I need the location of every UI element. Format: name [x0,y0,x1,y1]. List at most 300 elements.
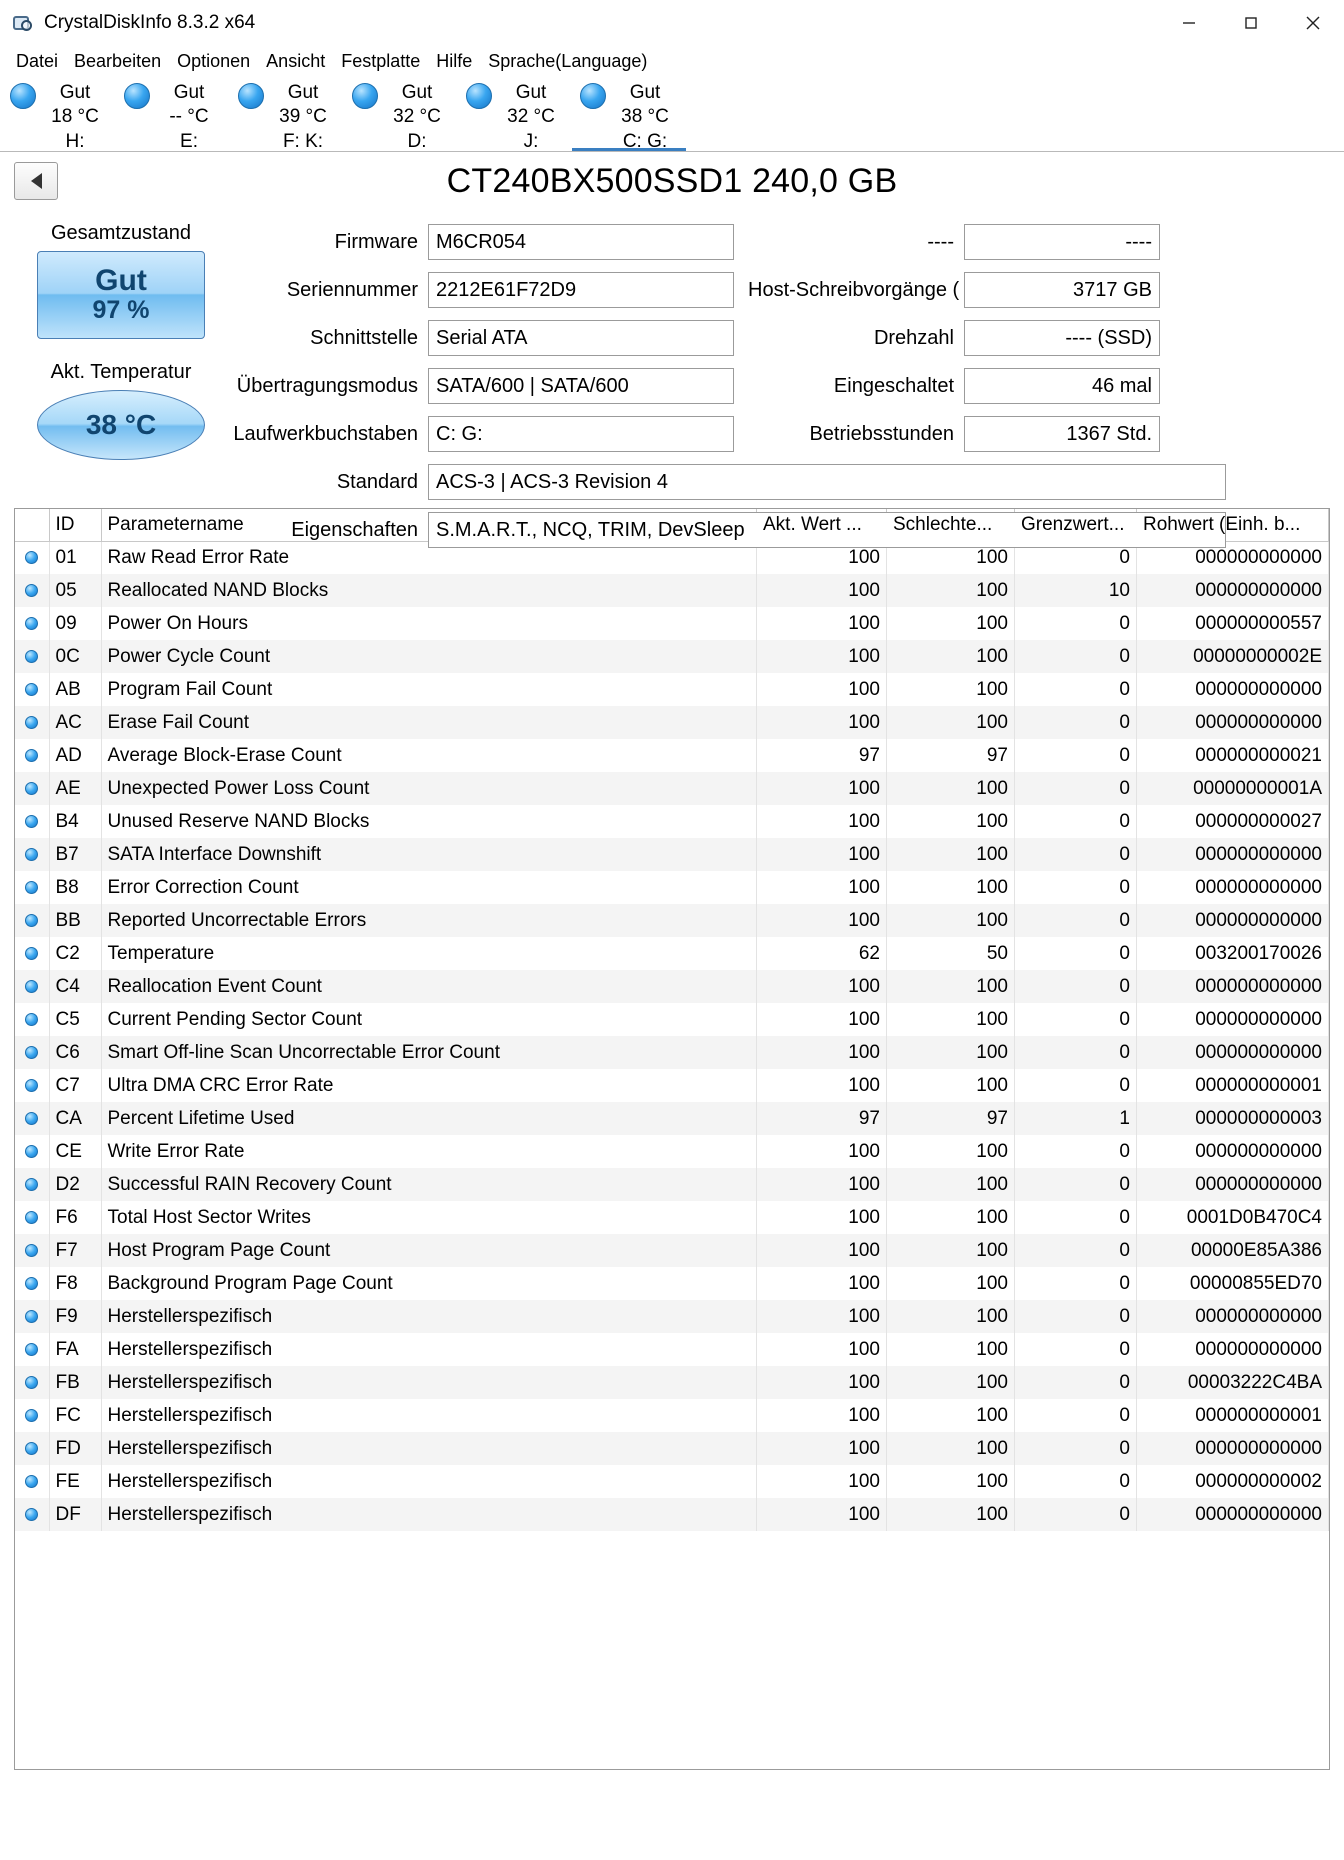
table-row[interactable] [15,574,1329,607]
crystaldiskinfo-icon [12,12,34,34]
cell-raw: 0001D0B470C4 [1137,1201,1329,1234]
cell-worst: 100 [887,1234,1015,1267]
row-status-cell [15,871,49,904]
attribute-status-led-icon [25,1475,38,1488]
cell-id: AD [49,739,101,772]
cell-parameter: Herstellerspezifisch [101,1366,757,1399]
cell-parameter: Ultra DMA CRC Error Rate [101,1069,757,1102]
cell-raw: 000000000000 [1137,970,1329,1003]
column-header-raw[interactable]: Rohwert (Einh. b... [1137,509,1329,541]
cell-current: 100 [757,805,887,838]
cell-id: 09 [49,607,101,640]
table-row[interactable] [15,1432,1329,1465]
cell-id: FC [49,1399,101,1432]
table-row[interactable] [15,1201,1329,1234]
attribute-status-led-icon [25,848,38,861]
table-row[interactable] [15,739,1329,772]
drive-tab-fk[interactable] [230,76,344,151]
cell-current: 100 [757,1234,887,1267]
cell-id: CA [49,1102,101,1135]
row-serial [228,270,1330,310]
cell-threshold: 0 [1015,739,1137,772]
row-status-cell [15,739,49,772]
cell-raw: 000000000021 [1137,739,1329,772]
attribute-status-led-icon [25,1145,38,1158]
drive-tab-cg[interactable] [572,76,686,151]
drive-letters: D: [407,130,427,152]
attribute-status-led-icon [25,617,38,630]
drive-tab-bar [0,76,1344,152]
standard-value[interactable]: ACS-3 | ACS-3 Revision 4 [428,464,1226,500]
table-row[interactable] [15,1168,1329,1201]
cell-current: 100 [757,970,887,1003]
table-row[interactable] [15,970,1329,1003]
firmware-label: Firmware [334,230,418,253]
attribute-status-led-icon [25,1442,38,1455]
cell-threshold: 1 [1015,1102,1137,1135]
features-value[interactable]: S.M.A.R.T., NCQ, TRIM, DevSleep [428,512,1226,548]
cell-worst: 50 [887,937,1015,970]
cell-current: 100 [757,1366,887,1399]
row-status-cell [15,1168,49,1201]
table-row[interactable] [15,706,1329,739]
table-row[interactable] [15,805,1329,838]
attribute-status-led-icon [25,650,38,663]
cell-worst: 100 [887,838,1015,871]
column-header-worst[interactable]: Schlechte... [887,509,1015,541]
row-status-cell [15,1300,49,1333]
cell-current: 100 [757,1135,887,1168]
cell-current: 100 [757,772,887,805]
drive-letters: F: K: [282,130,324,152]
power-on-count-value[interactable]: 46 mal [964,368,1160,404]
cell-parameter: Average Block-Erase Count [101,739,757,772]
cell-parameter: Herstellerspezifisch [101,1432,757,1465]
cell-threshold: 0 [1015,706,1137,739]
attribute-status-led-icon [25,881,38,894]
temperature-value: 38 °C [85,409,157,440]
table-row[interactable] [15,1399,1329,1432]
row-status-cell [15,1036,49,1069]
cell-current: 100 [757,1069,887,1102]
cell-raw: 00003222C4BA [1137,1366,1329,1399]
row-status-cell [15,1465,49,1498]
cell-id: C6 [49,1036,101,1069]
row-status-cell [15,805,49,838]
unknown-label: ---- [927,230,954,253]
cell-parameter: Herstellerspezifisch [101,1300,757,1333]
table-row[interactable] [15,607,1329,640]
attribute-status-led-icon [25,584,38,597]
cell-threshold: 0 [1015,1003,1137,1036]
cell-parameter: Reported Uncorrectable Errors [101,904,757,937]
table-row[interactable] [15,1333,1329,1366]
cell-raw: 000000000002 [1137,1465,1329,1498]
table-row[interactable] [15,838,1329,871]
cell-current: 100 [757,1498,887,1531]
table-row[interactable] [15,1036,1329,1069]
menu-bar [0,46,1344,76]
table-row[interactable] [15,673,1329,706]
cell-threshold: 0 [1015,838,1137,871]
menu-datei[interactable]: Datei [16,50,59,71]
cell-parameter: Herstellerspezifisch [101,1333,757,1366]
cell-parameter: Percent Lifetime Used [101,1102,757,1135]
cell-worst: 100 [887,673,1015,706]
drive-letters: C: G: [622,130,668,152]
cell-current: 100 [757,904,887,937]
cell-worst: 97 [887,1102,1015,1135]
table-row[interactable] [15,1366,1329,1399]
cell-id: 01 [49,541,101,574]
attribute-status-led-icon [25,716,38,729]
table-row[interactable] [15,1003,1329,1036]
cell-current: 100 [757,1036,887,1069]
drive-state: Gut [287,82,319,103]
menu-festplatte[interactable]: Festplatte [341,50,421,71]
cell-threshold: 0 [1015,937,1137,970]
row-status-cell [15,1102,49,1135]
drive-tab-e[interactable] [116,76,230,151]
page-title: CT240BX500SSD1 240,0 GB [446,161,898,200]
cell-current: 97 [757,739,887,772]
cell-worst: 100 [887,970,1015,1003]
table-row[interactable] [15,1069,1329,1102]
drive-letters: E: [180,130,198,152]
attribute-status-led-icon [25,749,38,762]
cell-parameter: Current Pending Sector Count [101,1003,757,1036]
power-on-count-label: Eingeschaltet [833,374,954,397]
serial-label: Seriennummer [286,278,418,301]
column-header-status[interactable] [15,509,49,541]
cell-id: AE [49,772,101,805]
transfer-mode-label: Übertragungsmodus [236,374,418,397]
cell-worst: 100 [887,1267,1015,1300]
drive-temp: -- °C [169,106,209,128]
rpm-value[interactable]: ---- (SSD) [964,320,1160,356]
attribute-status-led-icon [25,1178,38,1191]
cell-parameter: Unused Reserve NAND Blocks [101,805,757,838]
row-status-cell [15,607,49,640]
drive-state: Gut [59,82,91,103]
health-state: Gut [95,263,147,297]
attribute-status-led-icon [25,1079,38,1092]
cell-parameter: Error Correction Count [101,871,757,904]
cell-raw: 000000000000 [1137,1168,1329,1201]
interface-value[interactable]: Serial ATA [428,320,734,356]
row-status-cell [15,1069,49,1102]
cell-raw: 000000000001 [1137,1069,1329,1102]
cell-threshold: 0 [1015,1300,1137,1333]
attribute-status-led-icon [25,1376,38,1389]
row-status-cell [15,574,49,607]
cell-threshold: 0 [1015,1498,1137,1531]
cell-raw: 000000000000 [1137,673,1329,706]
cell-raw: 003200170026 [1137,937,1329,970]
firmware-value[interactable]: M6CR054 [428,224,734,260]
cell-id: BB [49,904,101,937]
cell-raw: 000000000000 [1137,706,1329,739]
cell-current: 100 [757,1168,887,1201]
cell-current: 100 [757,574,887,607]
cell-worst: 100 [887,1366,1015,1399]
drive-letters: J: [523,130,539,152]
cell-parameter: SATA Interface Downshift [101,838,757,871]
table-row[interactable] [15,1234,1329,1267]
cell-id: FB [49,1366,101,1399]
table-row[interactable] [15,1300,1329,1333]
cell-raw: 000000000000 [1137,1300,1329,1333]
cell-parameter: Erase Fail Count [101,706,757,739]
column-header-parameter[interactable]: Parametername [101,509,757,541]
cell-raw: 000000000000 [1137,1003,1329,1036]
cell-current: 100 [757,1432,887,1465]
host-writes-value[interactable]: 3717 GB [964,272,1160,308]
cell-raw: 000000000000 [1137,871,1329,904]
cell-current: 100 [757,1003,887,1036]
cell-id: C4 [49,970,101,1003]
cell-raw: 00000855ED70 [1137,1267,1329,1300]
cell-raw: 000000000000 [1137,1432,1329,1465]
cell-raw: 000000000000 [1137,541,1329,574]
cell-threshold: 0 [1015,904,1137,937]
table-row[interactable] [15,1498,1329,1531]
status-panel [14,214,228,500]
cell-parameter: Raw Read Error Rate [101,541,757,574]
drive-tab-h[interactable] [2,76,116,151]
cell-id: C7 [49,1069,101,1102]
cell-parameter: Power Cycle Count [101,640,757,673]
cell-raw: 000000000557 [1137,607,1329,640]
power-on-hours-value[interactable]: 1367 Std. [964,416,1160,452]
menu-sprache[interactable]: Sprache(Language) [488,50,648,71]
temperature-badge[interactable] [37,390,205,460]
cell-parameter: Reallocated NAND Blocks [101,574,757,607]
row-interface [228,318,1330,358]
cell-parameter: Herstellerspezifisch [101,1465,757,1498]
cell-threshold: 10 [1015,574,1137,607]
row-drive-letters [228,414,1330,454]
power-on-hours-label: Betriebsstunden [809,422,954,445]
cell-id: FD [49,1432,101,1465]
attribute-status-led-icon [25,1211,38,1224]
smart-attributes-table[interactable] [14,508,1330,1770]
row-status-cell [15,1234,49,1267]
cell-id: DF [49,1498,101,1531]
cell-id: 05 [49,574,101,607]
cell-worst: 100 [887,1432,1015,1465]
row-status-cell [15,1366,49,1399]
cell-threshold: 0 [1015,805,1137,838]
cell-raw: 00000000001A [1137,772,1329,805]
row-status-cell [15,1498,49,1531]
cell-current: 100 [757,1201,887,1234]
cell-id: D2 [49,1168,101,1201]
cell-raw: 000000000000 [1137,574,1329,607]
row-status-cell [15,1267,49,1300]
cell-raw: 000000000000 [1137,1498,1329,1531]
cell-id: C5 [49,1003,101,1036]
serial-value[interactable]: 2212E61F72D9 [428,272,734,308]
cell-id: FA [49,1333,101,1366]
features-label: Eigenschaften [291,518,418,541]
table-row[interactable] [15,1135,1329,1168]
drive-state: Gut [173,82,205,103]
cell-id: 0C [49,640,101,673]
cell-threshold: 0 [1015,1333,1137,1366]
attribute-status-led-icon [25,1046,38,1059]
menu-hilfe[interactable]: Hilfe [436,50,473,71]
cell-current: 100 [757,541,887,574]
cell-worst: 100 [887,640,1015,673]
drive-state: Gut [629,82,661,103]
cell-parameter: Smart Off-line Scan Uncorrectable Error Count [101,1036,757,1069]
cell-threshold: 0 [1015,673,1137,706]
attribute-status-led-icon [25,1343,38,1356]
table-row[interactable] [15,640,1329,673]
cell-id: F6 [49,1201,101,1234]
cell-threshold: 0 [1015,1465,1137,1498]
close-button[interactable] [1282,0,1344,46]
maximize-button[interactable] [1220,0,1282,46]
health-percent: 97 % [92,296,150,325]
row-status-cell [15,541,49,574]
cell-raw: 00000E85A386 [1137,1234,1329,1267]
row-status-cell [15,937,49,970]
row-transfer-mode [228,366,1330,406]
table-row[interactable] [15,871,1329,904]
cell-id: FE [49,1465,101,1498]
health-status-badge[interactable] [37,251,205,339]
table-row[interactable] [15,937,1329,970]
drive-status-led-icon [466,83,492,109]
attribute-status-led-icon [25,947,38,960]
unknown-value[interactable]: ---- [964,224,1160,260]
row-standard [228,462,1330,502]
column-header-current[interactable]: Akt. Wert ... [757,509,887,541]
column-header-id[interactable]: ID [49,509,101,541]
row-status-cell [15,1201,49,1234]
attribute-status-led-icon [25,1310,38,1323]
drive-status-led-icon [238,83,264,109]
cell-threshold: 0 [1015,1366,1137,1399]
rpm-label: Drehzahl [873,326,954,349]
cell-parameter: Reallocation Event Count [101,970,757,1003]
attribute-status-led-icon [25,782,38,795]
cell-current: 100 [757,1333,887,1366]
row-firmware [228,222,1330,262]
cell-id: C2 [49,937,101,970]
cell-raw: 000000000000 [1137,838,1329,871]
cell-id: F8 [49,1267,101,1300]
table-row[interactable] [15,772,1329,805]
cell-parameter: Unexpected Power Loss Count [101,772,757,805]
cell-parameter: Total Host Sector Writes [101,1201,757,1234]
cell-id: AB [49,673,101,706]
drive-tab-d[interactable] [344,76,458,151]
drive-tab-j[interactable] [458,76,572,151]
temperature-label: Akt. Temperatur [50,361,192,383]
cell-worst: 100 [887,904,1015,937]
row-status-cell [15,838,49,871]
minimize-button[interactable] [1158,0,1220,46]
health-label: Gesamtzustand [50,222,192,244]
row-status-cell [15,1399,49,1432]
cell-raw: 000000000027 [1137,805,1329,838]
row-status-cell [15,1432,49,1465]
cell-threshold: 0 [1015,640,1137,673]
table-row[interactable] [15,1465,1329,1498]
cell-threshold: 0 [1015,1036,1137,1069]
column-header-threshold[interactable]: Grenzwert... [1015,509,1137,541]
menu-bearbeiten[interactable]: Bearbeiten [74,50,162,71]
row-status-cell [15,772,49,805]
attribute-status-led-icon [25,1409,38,1422]
cell-raw: 000000000001 [1137,1399,1329,1432]
cell-parameter: Write Error Rate [101,1135,757,1168]
cell-id: F7 [49,1234,101,1267]
attribute-status-led-icon [25,683,38,696]
cell-parameter: Temperature [101,937,757,970]
row-status-cell [15,640,49,673]
cell-worst: 97 [887,739,1015,772]
window-title: CrystalDiskInfo 8.3.2 x64 [44,11,256,33]
drive-state: Gut [401,82,433,103]
cell-worst: 100 [887,1036,1015,1069]
cell-parameter: Host Program Page Count [101,1234,757,1267]
cell-current: 100 [757,1267,887,1300]
transfer-mode-value[interactable]: SATA/600 | SATA/600 [428,368,734,404]
menu-ansicht[interactable]: Ansicht [266,50,326,71]
attribute-status-led-icon [25,551,38,564]
cell-raw: 000000000000 [1137,904,1329,937]
table-row[interactable] [15,1267,1329,1300]
cell-raw: 000000000003 [1137,1102,1329,1135]
cell-threshold: 0 [1015,970,1137,1003]
drive-status-led-icon [124,83,150,109]
drive-letters-value[interactable]: C: G: [428,416,734,452]
row-status-cell [15,673,49,706]
cell-worst: 100 [887,1399,1015,1432]
row-status-cell [15,706,49,739]
table-row[interactable] [15,904,1329,937]
row-status-cell [15,1333,49,1366]
drive-temp: 38 °C [621,106,669,128]
table-row[interactable] [15,1102,1329,1135]
window-controls [1158,0,1344,46]
attribute-status-led-icon [25,1277,38,1290]
cell-raw: 00000000002E [1137,640,1329,673]
row-status-cell [15,1135,49,1168]
attribute-status-led-icon [25,980,38,993]
model-header [0,152,1344,210]
drive-temp: 39 °C [279,106,327,128]
cell-threshold: 0 [1015,871,1137,904]
cell-threshold: 0 [1015,541,1137,574]
cell-parameter: Herstellerspezifisch [101,1399,757,1432]
cell-current: 100 [757,1465,887,1498]
cell-worst: 100 [887,871,1015,904]
drive-status-led-icon [580,83,606,109]
cell-threshold: 0 [1015,1399,1137,1432]
cell-worst: 100 [887,541,1015,574]
cell-parameter: Herstellerspezifisch [101,1498,757,1531]
drive-status-led-icon [352,83,378,109]
drive-letters-label: Laufwerkbuchstaben [233,422,418,445]
menu-optionen[interactable]: Optionen [177,50,251,71]
cell-current: 100 [757,706,887,739]
cell-id: B4 [49,805,101,838]
